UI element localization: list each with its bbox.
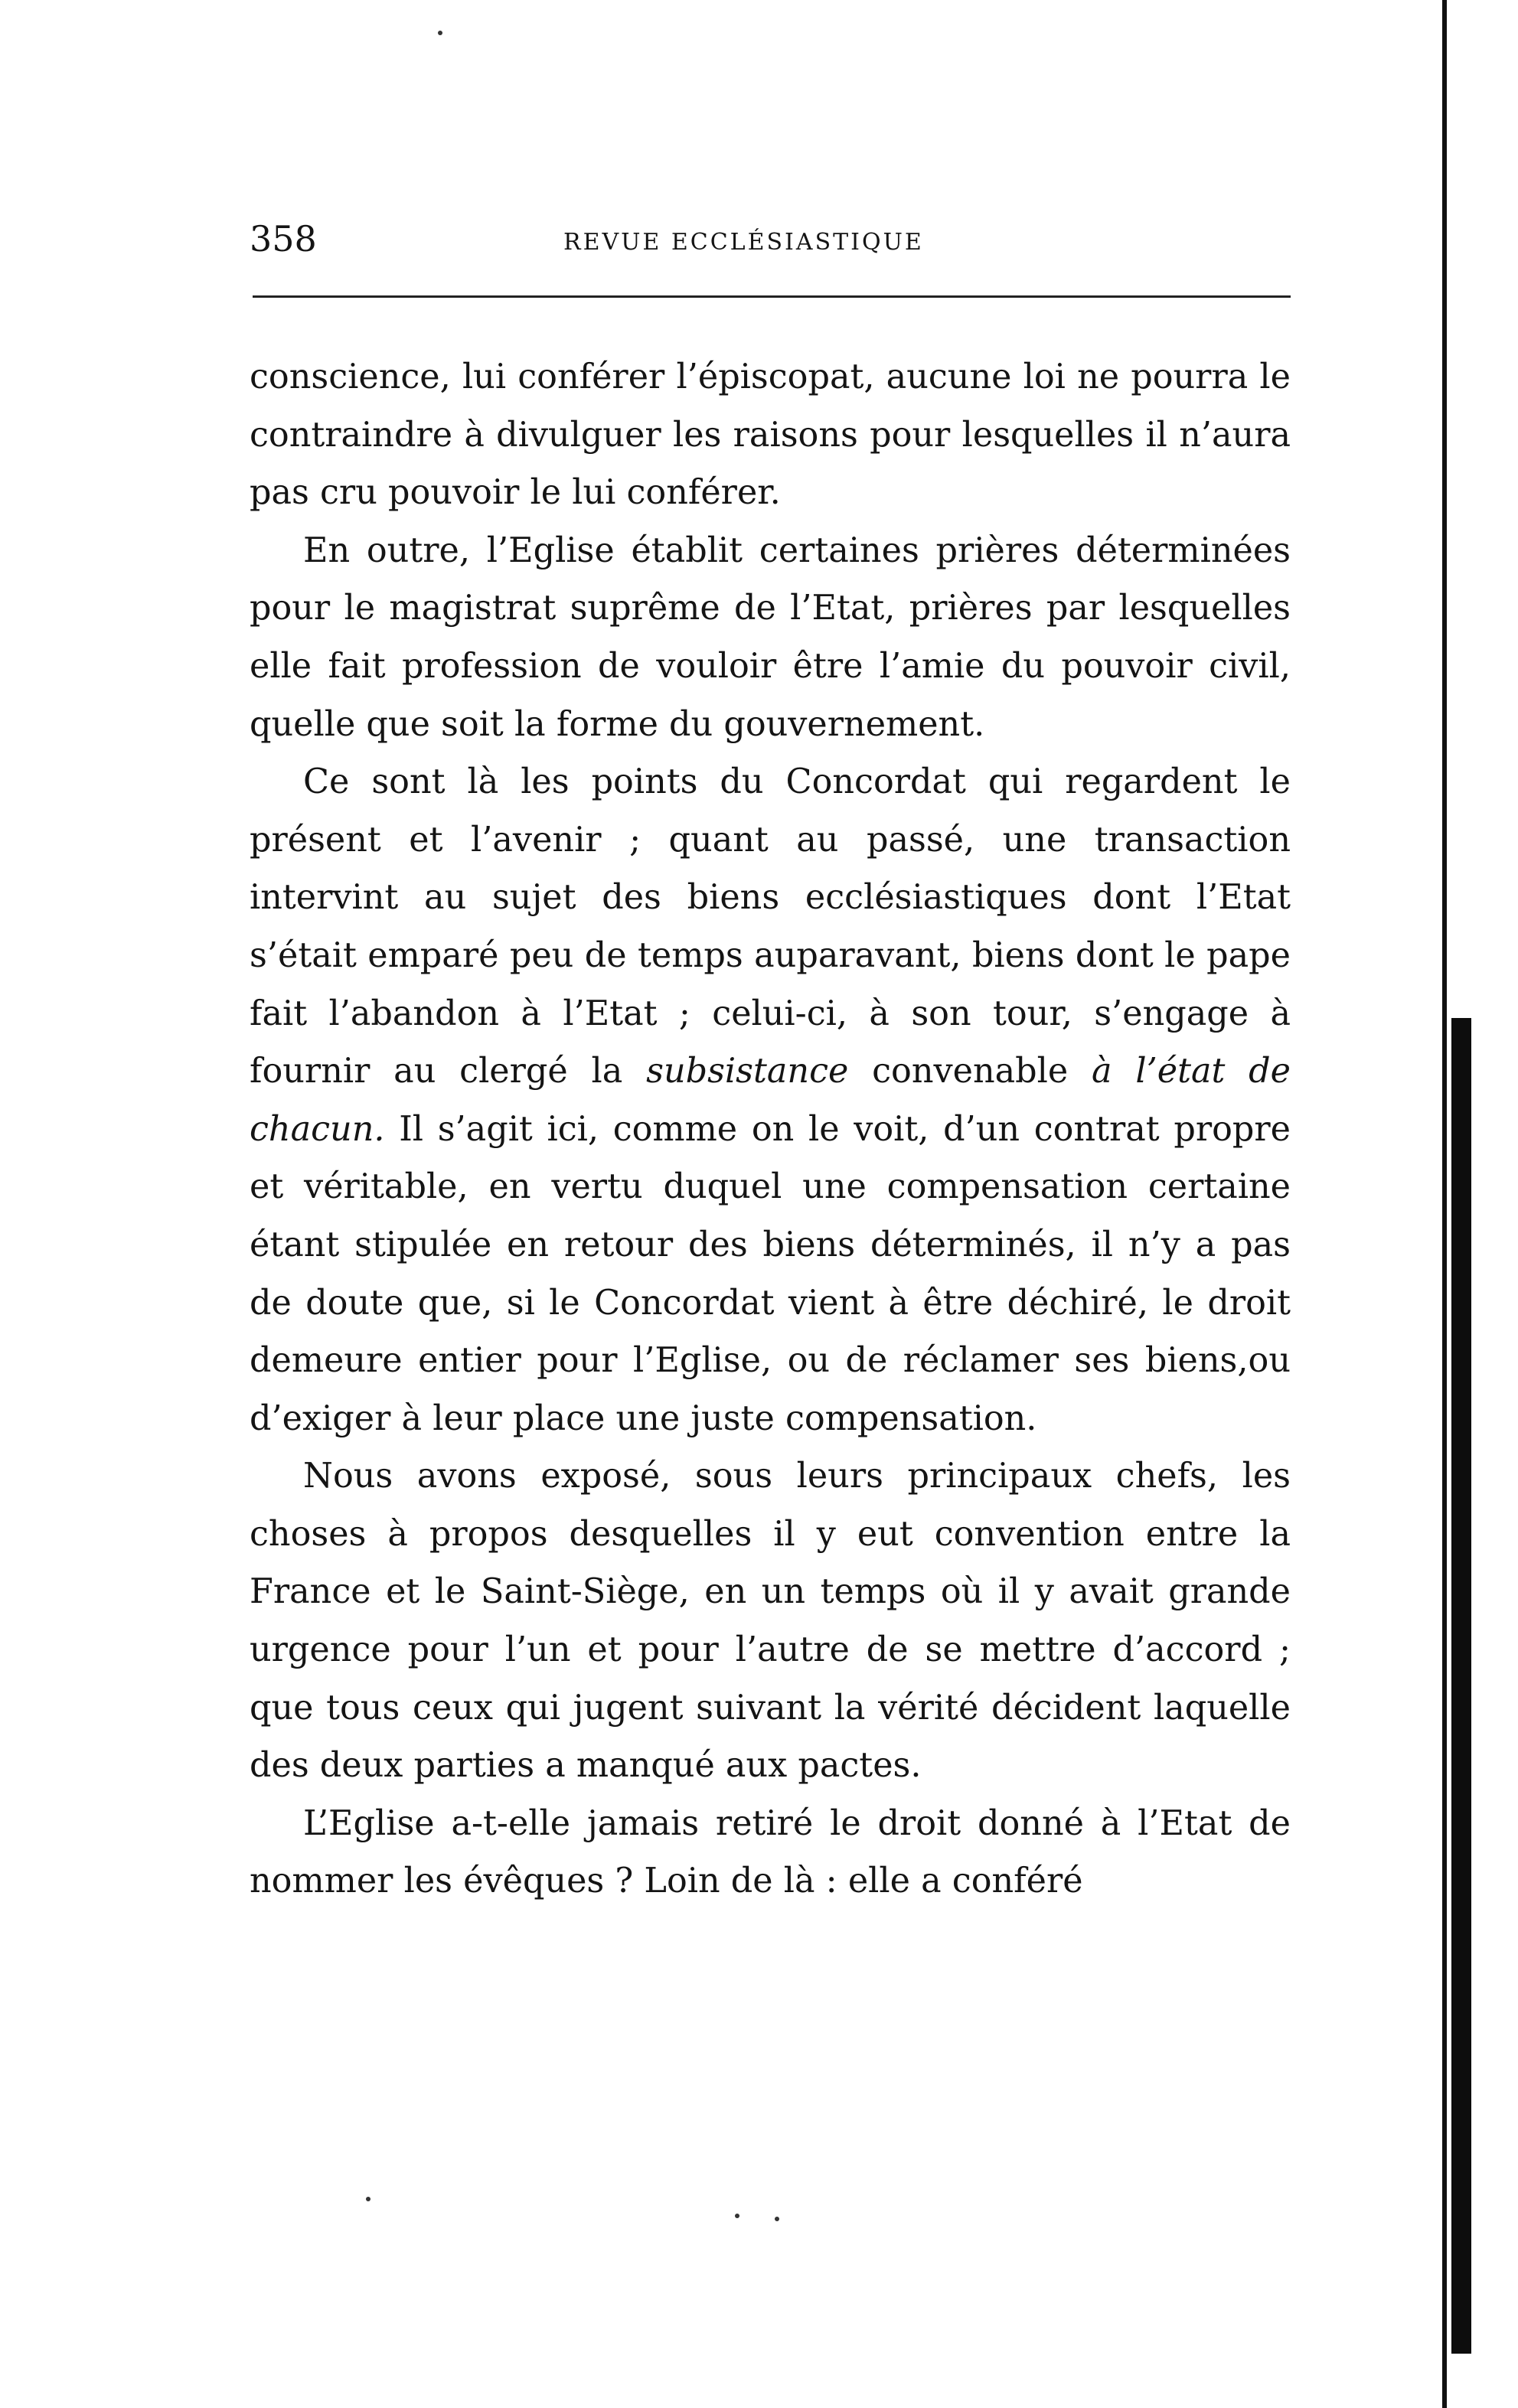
text-run: Ce sont là les points du Concordat qui regardent le présent et l’avenir ; quant au passé, une transaction intervint au sujet des biens ecclésiastiques dont l’Etat s’était emparé peu de temps auparavant, biens dont le pape fait l’abandon à l’Etat ; celui-ci, à son tour, s’engage à fournir au clergé la bbox=[250, 762, 1291, 1091]
page-header bbox=[250, 216, 1291, 269]
text-run: convenable bbox=[848, 1052, 1092, 1091]
paragraph-2 bbox=[250, 522, 1291, 753]
italic-run: subsistance bbox=[646, 1052, 849, 1091]
paragraph-3 bbox=[250, 753, 1291, 1447]
text-run: conscience, lui conférer l’épiscopat, aucune loi ne pourra le contraindre à divulguer les raisons pour lesquelles il n’aura pas cru pouvoir le lui conférer. bbox=[250, 357, 1291, 513]
text-run: Il s’agit ici, comme on le voit, d’un contrat propre et véritable, en vertu duquel une compensation certaine étant stipulée en retour des biens déterminés, il n’y a pas de doute que, si le Concordat vient à être déchiré, le droit demeure entier pour l’Eglise, ou de réclamer ses biens,ou d’exiger à leur place une juste compensation. bbox=[250, 1109, 1291, 1438]
running-head: REVUE ECCLÉSIASTIQUE bbox=[563, 229, 924, 256]
scan-speck bbox=[735, 2214, 739, 2218]
paragraph-4 bbox=[250, 1447, 1291, 1795]
scan-edge-shadow bbox=[1451, 1018, 1471, 2354]
scan-speck bbox=[775, 2217, 779, 2221]
scan-speck bbox=[366, 2197, 371, 2201]
paragraph-5 bbox=[250, 1795, 1291, 1910]
paragraph-1 bbox=[250, 348, 1291, 522]
italic-run: à l’état de chacun. bbox=[250, 1052, 1291, 1149]
text-run: L’Eglise a-t-elle jamais retiré le droit donné à l’Etat de nommer les évêques ? Loin de là : elle a conféré bbox=[250, 1803, 1291, 1901]
body-text bbox=[250, 348, 1291, 1910]
text-run: Nous avons exposé, sous leurs principaux chefs, les choses à propos desquelles il y eut convention entre la France et le Saint-Siège, en un temps où il y avait grande urgence pour l’un et pour l’autre de se mettre d’accord ; que tous ceux qui jugent suivant la vérité décident laquelle des deux parties a manqué aux pactes. bbox=[250, 1457, 1291, 1786]
header-rule bbox=[253, 295, 1291, 298]
page-number: 358 bbox=[250, 218, 317, 259]
scan-edge-line bbox=[1442, 0, 1447, 2408]
scan-speck bbox=[438, 31, 442, 35]
text-run: En outre, l’Eglise établit certaines prières déterminées pour le magistrat suprême de l’Etat, prières par lesquelles elle fait profession de vouloir être l’amie du pouvoir civil, quelle que soit la forme du gouvernement. bbox=[250, 530, 1291, 744]
